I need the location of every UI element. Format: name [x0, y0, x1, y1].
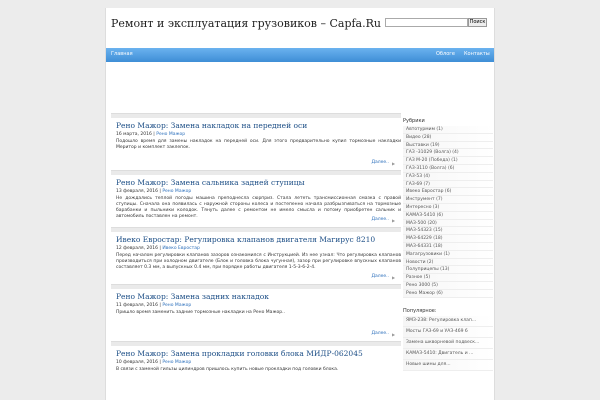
category-item[interactable]: [403, 251, 493, 259]
category-link[interactable]: Новости (2): [406, 259, 434, 265]
category-item[interactable]: [403, 290, 493, 298]
page: [105, 8, 495, 400]
popular-item[interactable]: Новые шины для...: [403, 360, 493, 371]
category-item[interactable]: [403, 212, 493, 220]
post-category-link[interactable]: Рено Мажор: [156, 132, 186, 137]
popular-item[interactable]: ЯМЗ-238: Регулировка клап...: [403, 316, 493, 327]
post-title[interactable]: Ивеко Евростар: Регулировка клапанов двигателя Магирус 8210: [116, 235, 376, 244]
post: [111, 118, 401, 170]
site-title[interactable]: Ремонт и эксплуатация грузовиков – Capfa.Ru: [111, 17, 381, 30]
category-item[interactable]: [403, 157, 493, 165]
category-link[interactable]: Полуприцепы (13): [406, 267, 450, 273]
post-category-link[interactable]: Рено Мажор: [162, 360, 192, 365]
read-more-link[interactable]: Далее..: [371, 217, 389, 222]
category-link[interactable]: Выставки (19): [406, 142, 440, 148]
category-item[interactable]: [403, 259, 493, 267]
categories-list: [403, 126, 493, 298]
category-link[interactable]: ГАЗ-53 (4): [406, 173, 430, 179]
post-excerpt: Подошло время для замены накладок на передней оси. Для этого предварительно купил тормозные накладки Меритор и комплект заклепок.: [116, 139, 401, 150]
category-item[interactable]: [403, 188, 493, 196]
arrow-right-icon: ▶: [392, 161, 396, 166]
post-title[interactable]: Рено Мажор: Замена задних накладок: [116, 292, 269, 301]
category-item[interactable]: [403, 282, 493, 290]
category-item[interactable]: [403, 181, 493, 189]
category-item[interactable]: [403, 235, 493, 243]
post-date: 12 февраля, 2016: [116, 246, 158, 251]
category-item[interactable]: [403, 165, 493, 173]
category-link[interactable]: Инструмент (7): [406, 197, 443, 203]
read-more-link[interactable]: Далее..: [371, 331, 389, 336]
post-date: 10 февраля, 2016: [116, 360, 158, 365]
post-meta: 10 февраля, 2016 | Рено Мажор: [116, 360, 192, 365]
category-link[interactable]: Рено 3000 (5): [406, 282, 438, 288]
post-category-link[interactable]: Рено Мажор: [162, 303, 192, 308]
category-link[interactable]: КАМАЗ-5410 (6): [406, 212, 443, 218]
category-item[interactable]: [403, 149, 493, 157]
post-title[interactable]: Рено Мажор: Замена сальника задней ступицы: [116, 178, 305, 187]
category-link[interactable]: ГАЗ-3110 (Волга) (6): [406, 165, 455, 171]
post-meta: 16 марта, 2016 | Рено Мажор: [116, 132, 186, 137]
post: [111, 289, 401, 341]
category-link[interactable]: Автотурмим (1): [406, 127, 443, 132]
category-link[interactable]: Магагрузовики (1): [406, 251, 450, 257]
popular-item[interactable]: Замена шкворневой подвеск...: [403, 338, 493, 349]
category-link[interactable]: Видео (28): [406, 134, 432, 140]
post-title[interactable]: Рено Мажор: Замена прокладки головки блока МИДР-062045: [116, 349, 363, 358]
post-meta: 12 февраля, 2016 | Ивеко Евростар: [116, 246, 200, 251]
post-date: 11 февраля, 2016: [116, 303, 158, 308]
search-form: [385, 18, 487, 37]
category-link[interactable]: Интересно (3): [406, 204, 440, 210]
post-meta: 11 февраля, 2016 | Рено Мажор: [116, 303, 192, 308]
post: [111, 232, 401, 284]
popular-list: [403, 316, 493, 371]
category-link[interactable]: ГАЗ -31029 (Волга) (4): [406, 150, 459, 156]
post-meta: 13 февраля, 2016 | Рено Мажор: [116, 189, 192, 194]
sidebar: [403, 118, 493, 371]
category-link[interactable]: МАЗ-64331 (18): [406, 243, 443, 249]
category-link[interactable]: Рено Мажор (6): [406, 290, 443, 296]
nav-item-home[interactable]: Главная: [111, 51, 133, 57]
post-excerpt: Не дождались теплой погоды машина преподнесла сюрприз. Стала лететь трансмиссионная смазка с правой ступицы. Сначала она появилась с наружной стороны колеса и постепенно начала разбрызгиваться на тормозные барабанки и пыльники колодок. Тянуть далее с ремонтом не имело смысла и потому приобретен сальник и автомобиль поставлен на ремонт.: [116, 196, 401, 219]
post-title[interactable]: Рено Мажор: Замена накладок на передней оси: [116, 121, 308, 130]
post-category-link[interactable]: Рено Мажор: [162, 189, 192, 194]
category-item[interactable]: [403, 227, 493, 235]
post-date: 16 марта, 2016: [116, 132, 152, 137]
category-link[interactable]: ГАЗ М-20 (Победа) (1): [406, 158, 458, 164]
category-link[interactable]: ГАЗ-69 (7): [406, 181, 430, 187]
post-excerpt: Перед началом регулировки клапанов зазоров ознакомился с Инструкцией. Из нее узнал: Что регулировка клапанов производиться при холодном двигателе (Блок и головка блока чугунная), зазор при регулировке впускных клапанов составляет 0.3 мм, а выпускных 0.4 мм, при порядке работы двигателя 1-5-3-6-2-4.: [116, 253, 401, 270]
search-button[interactable]: Поиск: [469, 19, 486, 25]
read-more-link[interactable]: Далее..: [371, 160, 389, 165]
category-item[interactable]: [403, 196, 493, 204]
popular-section: [403, 308, 493, 371]
category-item[interactable]: [403, 204, 493, 212]
category-link[interactable]: МАЗ-54323 (15): [406, 228, 443, 234]
arrow-right-icon: ▶: [392, 218, 396, 223]
category-link[interactable]: Ивеко Евростар (6): [406, 189, 452, 195]
post: [111, 175, 401, 227]
search-input[interactable]: [385, 18, 468, 27]
arrow-right-icon: ▶: [392, 332, 396, 337]
category-item[interactable]: [403, 220, 493, 228]
popular-item[interactable]: КАМАЗ-5410: Двигатель и ...: [403, 349, 493, 360]
main-nav: [106, 48, 495, 62]
category-item[interactable]: [403, 134, 493, 142]
post-category-link[interactable]: Ивеко Евростар: [162, 246, 200, 251]
category-item[interactable]: [403, 173, 493, 181]
category-item[interactable]: [403, 126, 493, 134]
post-excerpt: В связи с заменой гильзы цилиндров пришлось купить новые прокладки под головки блока.: [116, 367, 339, 372]
post: [111, 346, 401, 398]
category-item[interactable]: [403, 274, 493, 282]
posts-list: [111, 113, 401, 398]
category-link[interactable]: Разное (5): [406, 275, 431, 281]
post-excerpt: Пришло время заменить задние тормозные накладки на Рено Мажор..: [116, 310, 285, 315]
category-item[interactable]: [403, 266, 493, 274]
arrow-right-icon: ▶: [392, 275, 396, 280]
categories-title: Рубрики: [403, 118, 425, 124]
category-item[interactable]: [403, 243, 493, 251]
popular-item[interactable]: Мосты ГАЗ-69 и УАЗ-469 6: [403, 327, 493, 338]
category-link[interactable]: МАЗ-64229 (18): [406, 236, 443, 242]
header: [106, 8, 495, 48]
popular-title: Популярное:: [403, 307, 437, 314]
read-more-link[interactable]: Далее..: [371, 274, 389, 279]
category-item[interactable]: [403, 142, 493, 150]
nav-item-about[interactable]: Облоге: [436, 51, 455, 57]
post-date: 13 февраля, 2016: [116, 189, 158, 194]
category-link[interactable]: МАЗ-500 (20): [406, 220, 437, 226]
nav-item-contacts[interactable]: Контакты: [464, 51, 490, 57]
